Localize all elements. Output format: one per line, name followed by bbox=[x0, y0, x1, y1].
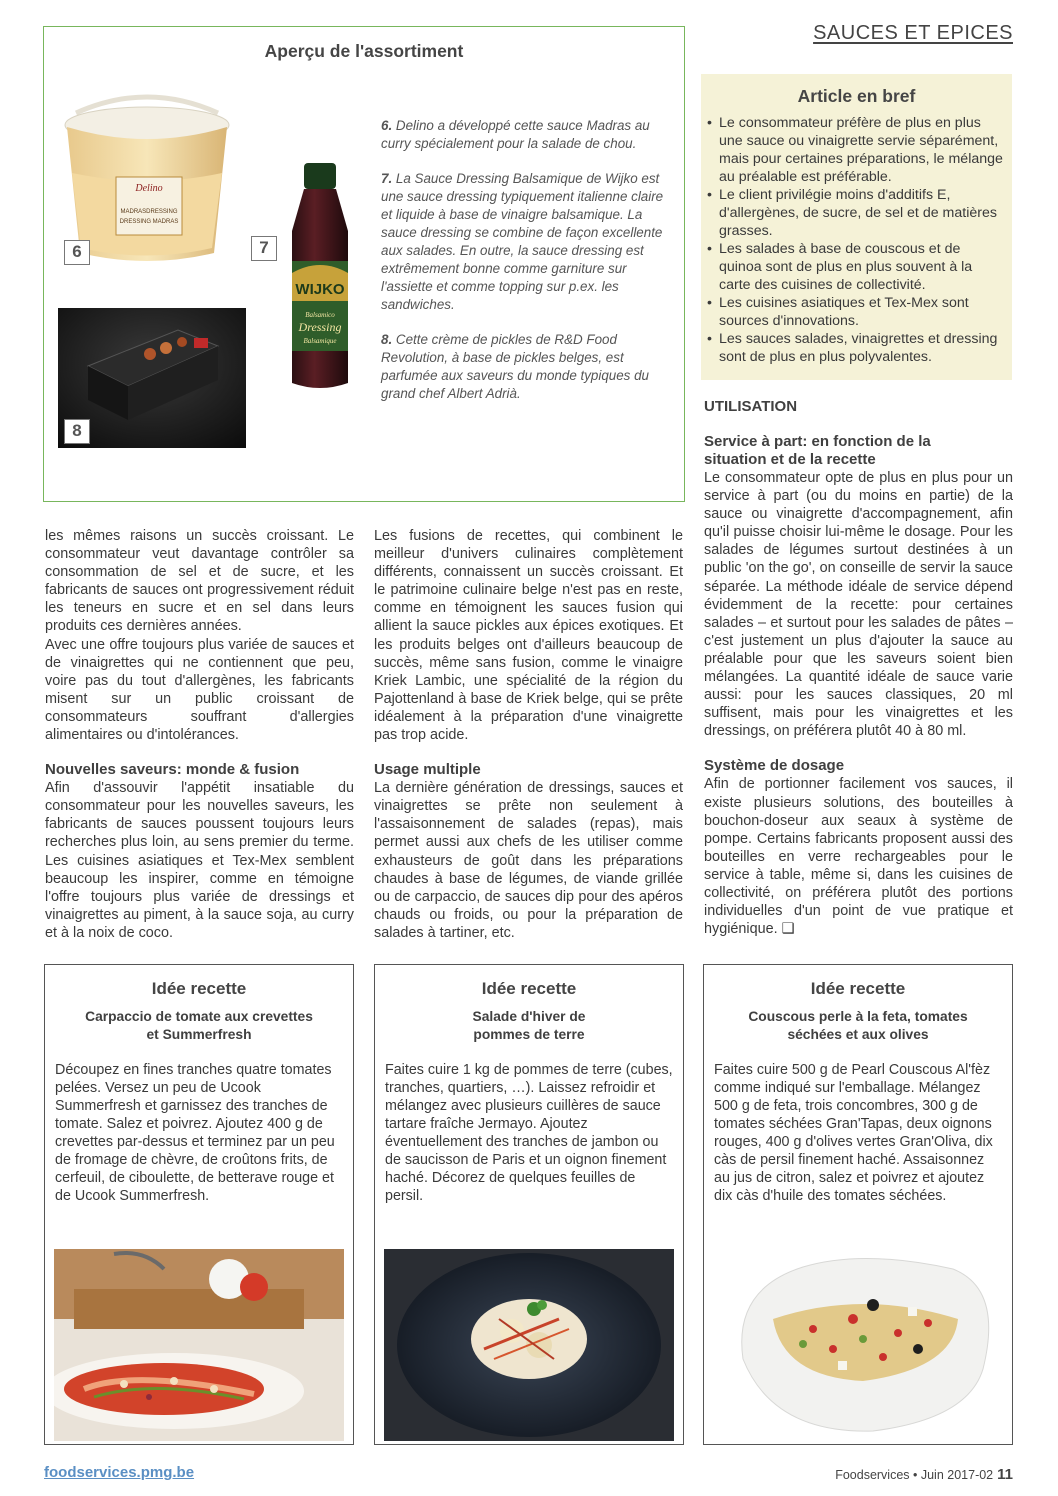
tag-7: 7 bbox=[251, 236, 277, 261]
recipe-body: Faites cuire 1 kg de pommes de terre (cubes, tranches, quartiers, …). Laissez refroidir et mélangez avec plusieurs cuillères de sauce tartare fraîche Jermayo. Ajoutez éventuellement des tranches de jambon ou de saucisson de Paris et un oignon finement haché. Décorez de quelques feuilles de persil. bbox=[385, 1062, 673, 1204]
bottle-line3-text: Balsamique bbox=[303, 337, 337, 345]
col1-paragraph: Afin d'assouvir l'appétit insatiable du consommateur pour les nouvelles saveurs, les fabricants de sauces poussent toujours leurs recherches plus loin, au sens premier du terme. Les cuisines asiatiques et Tex-Mex semblent beaucoup les inspirer, comme en témoigne l'offre toujours plus variée de dressings et vinaigrettes au piment, à la sauce soja, au curry et à la noix de coco. bbox=[45, 780, 354, 941]
caption-8-num: 8. bbox=[381, 332, 393, 347]
brief-list bbox=[701, 114, 1012, 366]
col1-heading: Nouvelles saveurs: monde & fusion bbox=[45, 761, 300, 779]
brief-item: • Le consommateur préfère de plus en plus une sauce ou vinaigrette servie séparément, mais pour certaines préparations, le mélange au préalable est préférable. bbox=[707, 114, 1004, 186]
caption-6-text: Delino a développé cette sauce Madras au curry spécialement pour la salade de chou. bbox=[381, 118, 650, 151]
col2-paragraph: Les fusions de recettes, qui combinent le meilleur d'univers culinaires complètement différents, connaissent un succès croissant. Et le patrimoine culinaire belge n'est pas en reste, comme en témoignent les sauces fusion qui allient la sauce pickles aux épices exotiques. Et les produits belges ont d'ailleurs beaucoup de succès, même sans fusion, comme le vinaigre Kriek Lambic, une spécialité de la région du Pajottenland à base de Kriek belge, qui se prête idéalement à la préparation d'une vinaigrette pas trop acide. bbox=[374, 528, 683, 744]
bottle-line2-text: Dressing bbox=[298, 320, 342, 334]
caption-8-text: Cette crème de pickles de R&D Food Revolution, à base de pickles belges, est parfumée aux saveurs du monde typiques du grand chef Albert Adrià. bbox=[381, 332, 649, 401]
col2-heading: Usage multiple bbox=[374, 761, 481, 779]
page-number: 11 bbox=[997, 1466, 1013, 1483]
bucket-line1-text: MADRASDRESSING bbox=[120, 209, 178, 215]
caption-7 bbox=[381, 170, 668, 314]
brief-item: • Les salades à base de couscous et de quinoa sont de plus en plus souvent à la carte des cuisines de collectivité. bbox=[707, 240, 1004, 294]
brief-item: • Les sauces salades, vinaigrettes et dressing sont de plus en plus polyvalentes. bbox=[707, 330, 1004, 366]
column-1 bbox=[45, 527, 354, 942]
col1-paragraph: Avec une offre toujours plus variée de sauces et de vinaigrettes qui ne contiennent que peu, voire pas du tout d'allergènes, les fabricants misent sur un public croissant de consommateurs souffrant d'allergies alimentaires ou d'intolérances. bbox=[45, 636, 354, 744]
brief-item: • Les cuisines asiatiques et Tex-Mex sont sources d'innovations. bbox=[707, 294, 1004, 330]
footer-website-link[interactable]: foodservices.pmg.be bbox=[44, 1464, 195, 1481]
recipe-title: Salade d'hiver de pommes de terre bbox=[472, 1009, 586, 1042]
recipe-body: Faites cuire 500 g de Pearl Couscous Al'fèz comme indiqué sur l'emballage. Mélangez 500 g de feta, trois concombres, 300 g de tomates séchées Gran'Tapas, deux oignons rouges, 400 g d'olives vertes Gran'Oliva, dix càs de persil finement haché. Assaisonnez au jus de citron, salez et poivrez et ajoutez dix càs d'huile des tomates séchées. bbox=[714, 1062, 993, 1204]
assortment-box bbox=[43, 26, 685, 502]
bucket-line2-text: DRESSING MADRAS bbox=[119, 219, 179, 225]
recipe-body: Découpez en fines tranches quatre tomates pelées. Versez un peu de Ucook Summerfresh et garnissez des tranches de tomate. Salez et poivrez. Ajoutez 400 g de crevettes par-dessus et terminez par un peu de fromage de chèvre, de croûtons frits, de cerfeuil, de ciboulette, de betterave rouge et de Ucook Summerfresh. bbox=[55, 1062, 335, 1204]
caption-7-num: 7. bbox=[381, 171, 393, 186]
column-2 bbox=[374, 527, 683, 942]
column-3 bbox=[704, 398, 1013, 938]
col3-heading: Système de dosage bbox=[704, 757, 845, 775]
recipe-label: Idée recette bbox=[151, 979, 247, 998]
tomato-carpaccio-photo bbox=[54, 1249, 344, 1441]
couscous-salad-photo bbox=[713, 1249, 1003, 1441]
utilisation-heading: UTILISATION bbox=[704, 398, 798, 415]
col3-heading: Service à part: en fonction de la situation et de la recette bbox=[704, 433, 931, 468]
assortment-title: Aperçu de l'assortiment bbox=[264, 41, 464, 61]
col1-paragraph: les mêmes raisons un succès croissant. Le consommateur veut davantage contrôler sa consommation de sel et de sucre, et les fabricants de sauces ont progressivement réduit les teneurs en sucre et en sel dans leurs produits ces dernières années. bbox=[45, 528, 354, 635]
footer-issue bbox=[835, 1466, 1013, 1483]
potato-salad-photo bbox=[384, 1249, 674, 1441]
caption-6-num: 6. bbox=[381, 118, 393, 133]
bottle-brand-text: WIJKO bbox=[295, 281, 345, 298]
tag-8: 8 bbox=[64, 419, 90, 444]
caption-7-text: La Sauce Dressing Balsamique de Wijko est une sauce dressing typiquement italienne claire et liquide à base de vinaigre balsamique. La sauce dressing se combine de façon excellente aux salades. En outre, la sauce dressing est extrêmement bonne comme garniture sur l'assiette et comme topping sur p.ex. les sandwiches. bbox=[381, 171, 664, 312]
article-brief-box bbox=[701, 74, 1012, 380]
caption-8 bbox=[381, 331, 668, 403]
caption-6 bbox=[381, 117, 668, 153]
recipe-card bbox=[374, 964, 684, 1445]
tag-6: 6 bbox=[64, 240, 90, 265]
col3-paragraph: Le consommateur opte de plus en plus pour un service à part (ou du moins en partie) de la sauce ou vinaigrette d'accompagnement, afin qu'il puisse choisir lui-même le dosage. Pour les salades de légumes surtout destinées à un public 'on the go', on conseille de servir la sauce séparée. La méthode idéale de service dépend évidemment de la recette: pour certaines salades – et surtout pour les salades de pâtes – c'est justement un plus d'ajouter la sauce au préalable pour que les saveurs soient bien mélangées. La quantité idéale de sauce varie aussi: pour les sauces classiques, 20 ml suffisent, mais pour les vinaigrettes et les dressings, on préférera plutôt 40 à 80 ml. bbox=[704, 470, 1013, 740]
brief-item: • Le client privilégie moins d'additifs E, d'allergènes, de sucre, de sel et de matières grasses. bbox=[707, 186, 1004, 240]
footer-issue-text: Foodservices • Juin 2017-02 bbox=[835, 1468, 994, 1482]
bucket-brand-text: Delino bbox=[135, 183, 163, 194]
end-mark: ❑ bbox=[781, 921, 795, 938]
brief-title: Article en bref bbox=[797, 86, 916, 106]
recipe-label: Idée recette bbox=[810, 979, 906, 998]
bottle-line1-text: Balsamico bbox=[305, 311, 335, 319]
assortment-captions bbox=[381, 117, 668, 420]
col3-paragraph-text: Afin de portionner facilement vos sauces, il existe plusieurs solutions, des bouteilles à bouchon-doseur aux seaux à système de pompe. Certains fabricants proposent aussi des bouteilles en verre rechargeables pour le service à table, même si, dans les cuisines de collectivité, on préférera plutôt des portions individuelles d'un point de vue pratique et hygiénique. bbox=[704, 776, 1013, 938]
col2-paragraph: La dernière génération de dressings, sauces et vinaigrettes se prête non seulement à l'assaisonnement de salades (repas), mais permet aussi aux chefs de les utiliser comme exhausteurs de goût dans les préparations chaudes à base de légumes, de viande grillée ou de carpaccio, de sauces dip pour des apéros chauds ou froids, ou pour la préparation de salades à tartiner, etc. bbox=[374, 780, 683, 941]
recipe-label: Idée recette bbox=[481, 979, 577, 998]
recipe-card bbox=[703, 964, 1013, 1445]
recipe-title: Carpaccio de tomate aux crevettes et Summerfresh bbox=[85, 1009, 313, 1042]
recipe-card bbox=[44, 964, 354, 1445]
section-label: SAUCES ET EPICES bbox=[813, 22, 1013, 44]
col3-paragraph bbox=[704, 775, 1013, 938]
wijko-bottle-image bbox=[280, 161, 360, 393]
recipe-title: Couscous perle à la feta, tomates séchées et aux olives bbox=[748, 1009, 968, 1042]
